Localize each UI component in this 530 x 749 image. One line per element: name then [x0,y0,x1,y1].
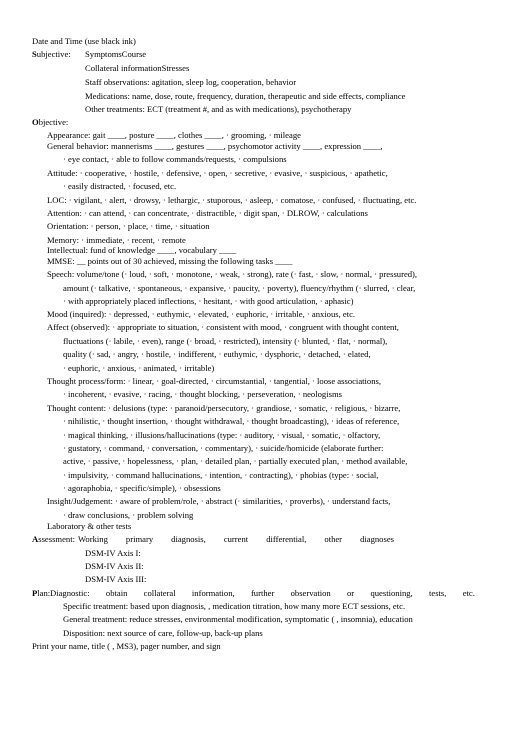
thought-content-line: · magical thinking, · illusions/hallucinations (type: · auditory, · visual, · somatic, · olfactory, [63,430,381,440]
appearance-line: Appearance: gait ____, posture ____, clothes ____, · grooming, · mileage [47,130,301,140]
thought-content-line: · impulsivity, · command hallucinations, · intention, · contracting), · phobias (type: · social, [63,470,379,480]
thought-process-line: Thought process/form: · linear, · goal-directed, · circumstantial, · tangential, · loose associations, [47,376,381,386]
orientation-line: Orientation: · person, · place, · time, · situation [47,221,210,231]
subjective-item: Medications: name, dose, route, frequency, duration, therapeutic and side effects, compliance [85,91,406,101]
loc-line: LOC: · vigilant, · alert, · drowsy, · lethargic, · stuporous, · asleep, · comatose, · confused, · fluctuating, etc. [47,195,417,205]
assessment-word: Working [78,534,108,544]
plan-word: tests, [429,588,447,598]
subjective-item: Collateral informationStresses [85,63,190,73]
mood-line: Mood (inquired): · depressed, · euthymic, · elevated, · euphoric, · irritable, · anxious, etc. [47,309,356,319]
assessment-diagnoses-line [78,535,394,544]
attitude-line: · easily distracted, · focused, etc. [63,181,177,191]
assessment-word: differential, [266,534,307,544]
memory-line: Memory: · immediate, · recent, · remote [47,235,186,245]
subjective-heading-rest: ubjective: [36,49,71,59]
speech-line: amount (· talkative, · spontaneous, · expansive, · paucity, · poverty), fluency/rhythm (· slurred, · clear, [63,283,416,293]
affect-line: fluctuations (· labile, · even), range (· broad, · restricted), intensity (· blunted, · flat, · normal), [63,336,388,346]
plan-word: information, [191,588,235,598]
subjective-item: SymptomsCourse [85,49,147,59]
general-behavior-line: General behavior: mannerisms ____, gestures ____, psychomotor activity ____, expression ____, [47,141,383,151]
laboratory-line: Laboratory & other tests [47,521,132,531]
insight-judgement-line: · draw conclusions, · problem solving [63,510,194,520]
speech-line: · with appropriately placed inflections, · hesitant, · with good articulation, · aphasic) [63,296,354,306]
plan-specific-treatment: Specific treatment: based upon diagnosis, , medication titration, how many more ECT sessions, etc. [63,601,406,611]
thought-content-line: · nihilistic, · thought insertion, · thought withdrawal, · thought broadcasting), · ideas of reference, [63,416,400,426]
plan-general-treatment: General treatment: reduce stresses, environmental modification, symptomatic ( , insomnia), education [63,614,413,624]
objective-heading [32,118,68,127]
affect-line: quality (· sad, · angry, · hostile, · indifferent, · euthymic, · dysphoric, · detached, · elated, [63,349,371,359]
subjective-initial: S [32,49,37,59]
attention-line: Attention: · can attend, · can concentrate, · distractible, · digit span, · DLROW, · calculations [47,208,368,218]
speech-line: Speech: volume/tone (· loud, · soft, · monotone, · weak, · strong), rate (· fast, · slow, · normal, · pressured), [47,269,418,279]
objective-heading-rest: bjective: [38,117,69,127]
signature-instruction: Print your name, title ( , MS3), pager number, and sign [32,641,221,651]
assessment-initial: A [32,534,39,544]
dsm-axis-line: DSM-IV Axis III: [85,574,147,584]
assessment-word: diagnoses [360,534,394,544]
assessment-heading-rest: ssessment: [38,534,75,544]
plan-word: or [347,588,355,598]
plan-heading [32,589,50,598]
thought-process-line: · incoherent, · evasive, · racing, · thought blocking, · perseveration, · neologisms [63,389,342,399]
affect-line: Affect (observed): · appropriate to situation, · consistent with mood, · congruent with thought content, [47,322,399,332]
subjective-heading [32,50,71,59]
plan-word: questioning, [370,588,413,598]
insight-judgement-line: Insight/Judgement: · aware of problem/role, · abstract (· similarities, · proverbs), · understand facts, [47,496,391,506]
mmse-line: MMSE: __ points out of 30 achieved, missing the following tasks ____ [47,256,293,266]
plan-initial: P [32,588,38,598]
form-header: Date and Time (use black ink) [32,36,136,46]
attitude-line: Attitude: · cooperative, · hostile, · defensive, · open, · secretive, · evasive, · suspicious, · apathetic, [47,168,388,178]
assessment-word: other [324,534,343,544]
plan-word: collateral [143,588,176,598]
thought-content-line: · agoraphobia, · specific/simple), · obsessions [63,483,221,493]
plan-word: etc. [462,588,475,598]
general-behavior-line: · eye contact, · able to follow commands/requests, · compulsions [63,154,287,164]
dsm-axis-line: DSM-IV Axis I: [85,548,141,558]
plan-word: observation [290,588,331,598]
plan-diagnostic-line [50,589,475,598]
affect-line: · euphoric, · anxious, · animated, · irritable) [63,363,215,373]
assessment-heading [32,535,75,544]
plan-word: obtain [105,588,128,598]
thought-content-line: · gustatory, · command, · conversation, · commentary), · suicide/homicide (elaborate further: [63,443,384,453]
dsm-axis-line: DSM-IV Axis II: [85,561,144,571]
intellectual-line: Intellectual: fund of knowledge ____, vocabulary ____ [47,245,237,255]
plan-word: further [250,588,275,598]
plan-heading-rest: lan: [37,588,51,598]
plan-word: Diagnostic: [50,588,90,598]
objective-initial: O [32,117,39,127]
thought-content-line: active, · passive, · hopelessness, · plan, · detailed plan, · partially executed plan, · method available, [63,456,408,466]
subjective-item: Staff observations: agitation, sleep log, cooperation, behavior [85,77,297,87]
plan-disposition: Disposition: next source of care, follow-up, back-up plans [63,628,263,638]
assessment-word: diagnosis, [171,534,206,544]
assessment-word: primary [125,534,154,544]
subjective-item: Other treatments: ECT (treatment #, and as with medications), psychotherapy [85,104,352,114]
assessment-word: current [223,534,249,544]
thought-content-line: Thought content: · delusions (type: · paranoid/persecutory, · grandiose, · somatic, · religious, · bizarre, [47,403,401,413]
